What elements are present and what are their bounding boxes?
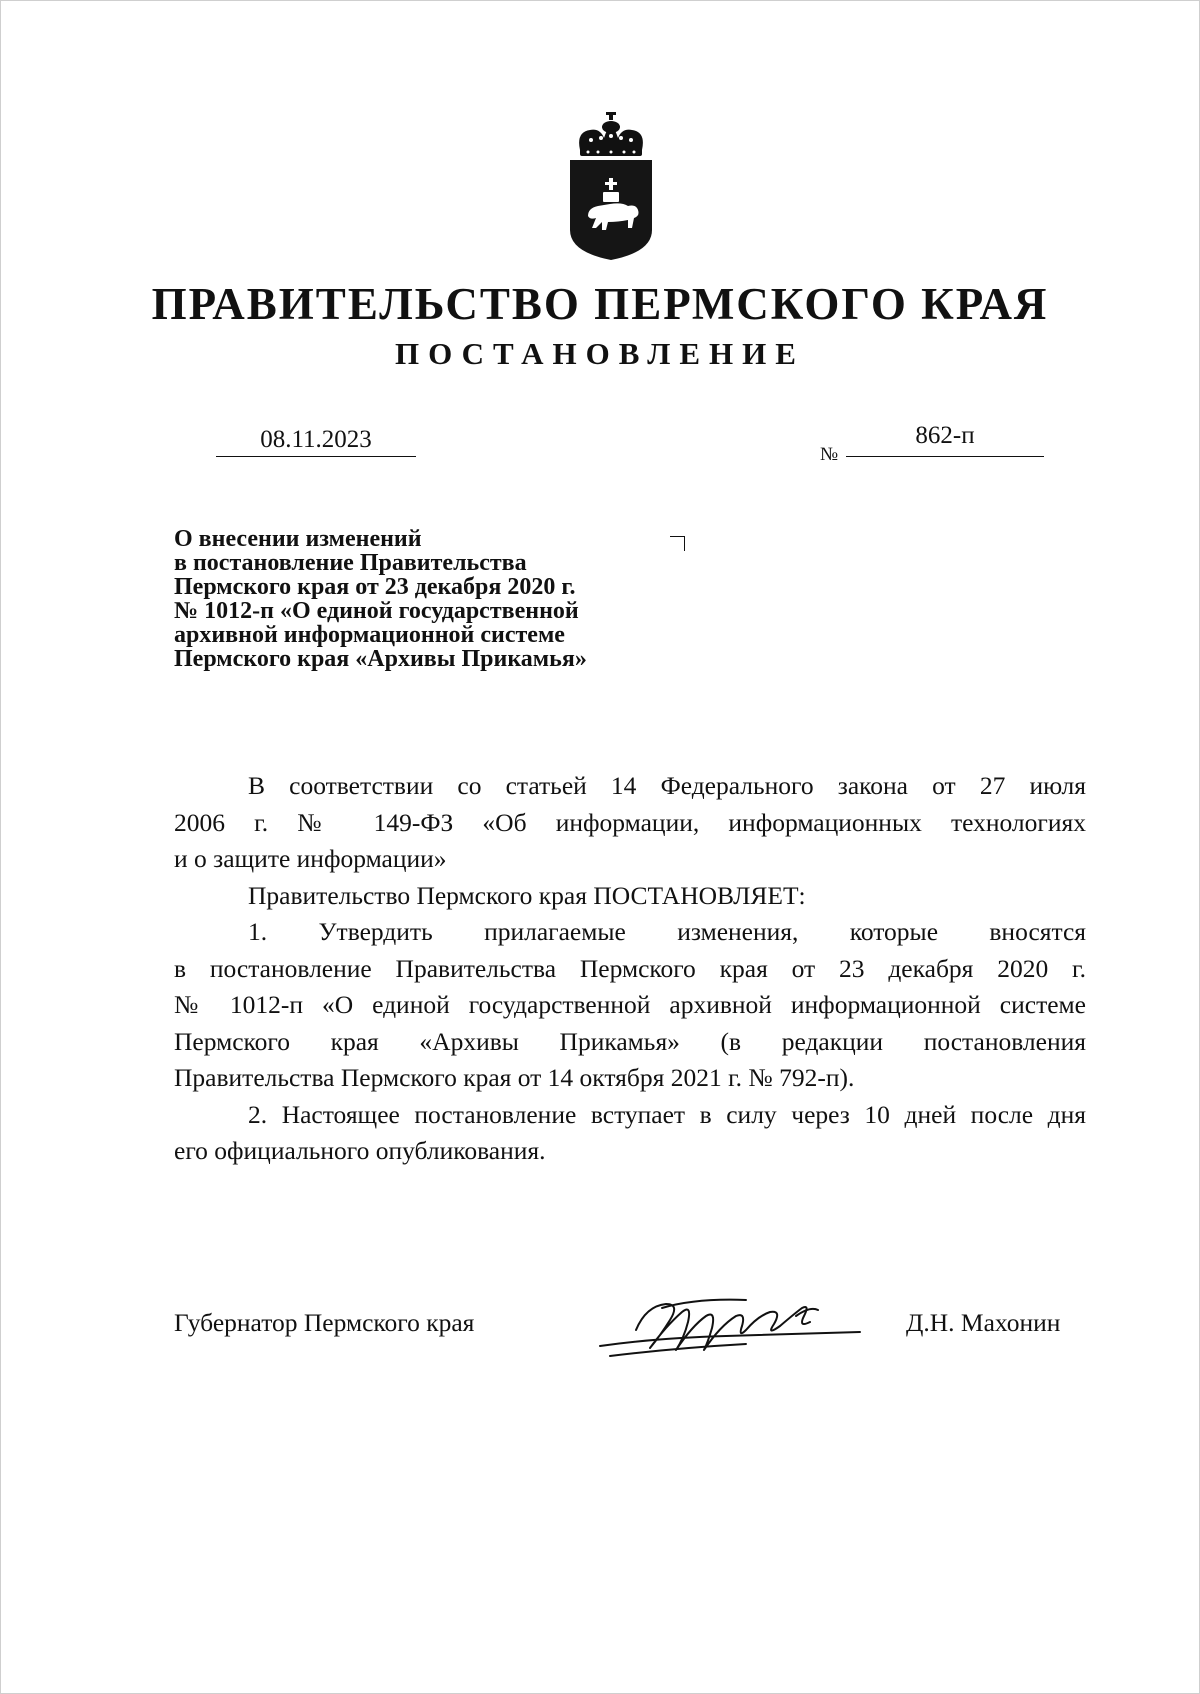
paragraph-legal-basis	[174, 768, 1086, 878]
document-date: 08.11.2023	[216, 426, 416, 457]
body-line: его официального опубликования.	[174, 1136, 546, 1165]
document-type: ПОСТАНОВЛЕНИЕ	[395, 336, 805, 371]
subject-line: О внесении изменений	[174, 526, 422, 552]
body-line: в постановление Правительства Пермского края от 23 декабря 2020 г.	[174, 953, 1086, 983]
paragraph-decree	[174, 878, 1086, 915]
subject-line: Пермского края «Архивы Прикамья»	[174, 646, 587, 672]
body-line: Пермского края «Архивы Прикамья» (в редакции постановления	[174, 1026, 1086, 1056]
subject-line: № 1012-п «О единой государственной	[174, 598, 579, 624]
body-line: № 1012-п «О единой государственной архивной информационной системе	[174, 990, 1086, 1019]
body-line: Правительство Пермского края ПОСТАНОВЛЯЕТ:	[248, 880, 806, 910]
organization-title: ПРАВИТЕЛЬСТВО ПЕРМСКОГО КРАЯ	[151, 279, 1049, 329]
subject-line: в постановление Правительства	[174, 550, 527, 576]
paragraph-item-1	[174, 914, 1086, 1097]
number-label: №	[820, 444, 839, 465]
signatory-position: Губернатор Пермского края	[174, 1308, 475, 1337]
body-line: и о защите информации»	[174, 844, 447, 873]
paragraph-item-2	[174, 1097, 1086, 1170]
body-line: 2. Настоящее постановление вступает в силу через 10 дней после дня	[248, 1099, 1086, 1129]
body-line: Правительства Пермского края от 14 октября 2021 г. № 792-п).	[174, 1063, 855, 1092]
handwritten-signature-icon	[596, 1286, 866, 1366]
document-subject	[174, 527, 674, 671]
subject-line: архивной информационной системе	[174, 622, 565, 648]
body-line: В соответствии со статьей 14 Федерального закона от 27 июля	[248, 771, 1086, 800]
document-body	[174, 768, 1086, 1170]
subject-line: Пермского края от 23 декабря 2020 г.	[174, 574, 576, 600]
document-number: 862-п	[846, 422, 1044, 457]
body-line: 1. Утвердить прилагаемые изменения, которые вносятся	[248, 917, 1086, 946]
coat-of-arms-icon	[566, 112, 656, 262]
body-line: 2006 г. № 149-ФЗ «Об информации, информационных технологиях	[174, 807, 1086, 837]
signatory-name: Д.Н. Махонин	[906, 1308, 1061, 1337]
